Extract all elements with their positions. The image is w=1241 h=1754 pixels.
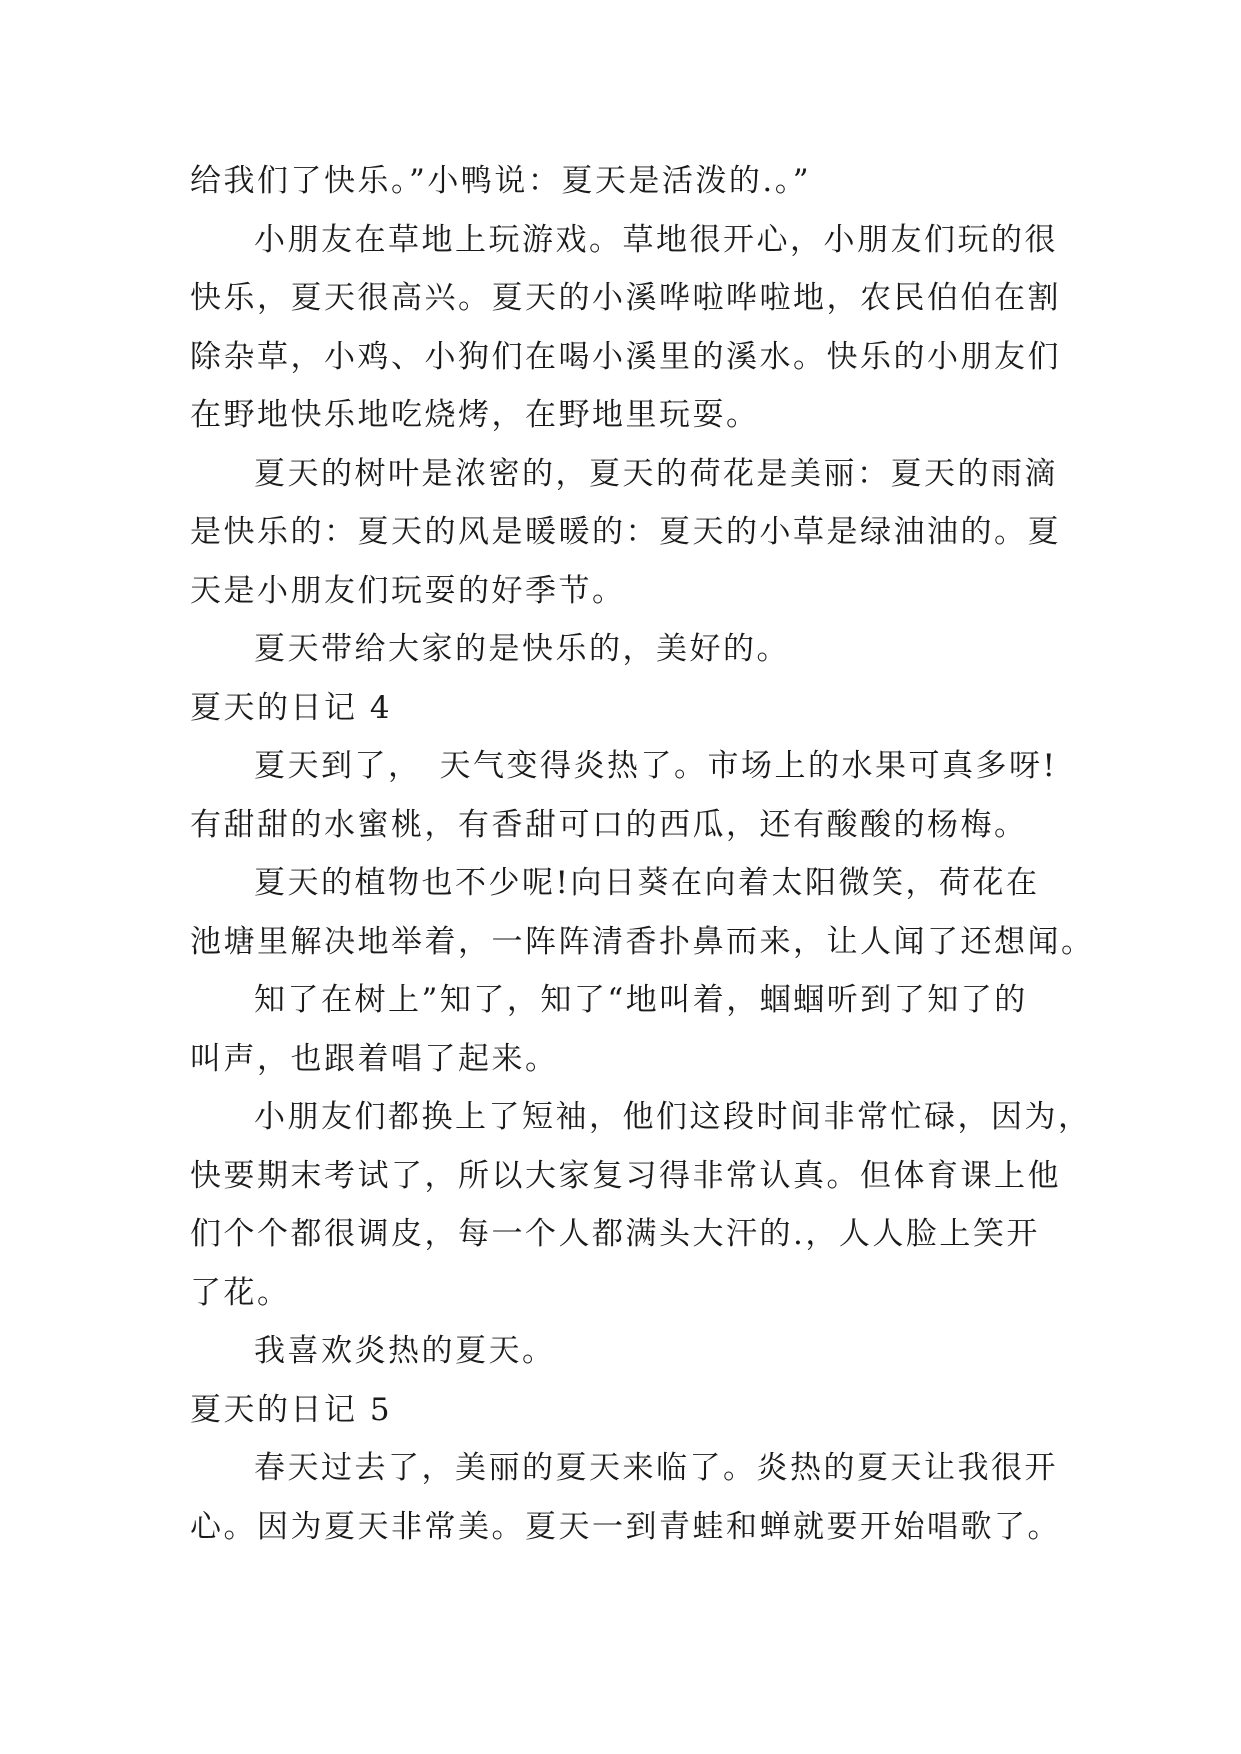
text-line: 有甜甜的水蜜桃，有香甜可口的西瓜，还有酸酸的杨梅。 [190,806,1028,843]
text-line: 小朋友在草地上玩游戏。草地很开心，小朋友们玩的很 [254,221,1058,258]
text-line: 小朋友们都换上了短袖，他们这段时间非常忙碌，因为， [254,1099,1092,1135]
section-heading: 夏天的日记 4 [190,689,393,726]
text-line: 了花。 [190,1274,291,1311]
text-line: 们个个都很调皮，每一个人都满头大汗的.，人人脸上笑开 [190,1216,1040,1252]
text-line: 我喜欢炎热的夏天。 [254,1333,556,1369]
text-line: 快乐，夏天很高兴。夏天的小溪哗啦哗啦地，农民伯伯在割 [190,280,1061,316]
text-line: 知了在树上”知了，知了“地叫着，蝈蝈听到了知了的 [254,982,1028,1018]
section-heading: 夏天的日记 5 [190,1391,393,1428]
text-line: 天是小朋友们玩耍的好季节。 [190,572,626,609]
text-line: 除杂草，小鸡、小狗们在喝小溪里的溪水。快乐的小朋友们 [190,338,1061,375]
text-line: 夏天的植物也不少呢!向日葵在向着太阳微笑，荷花在 [254,865,1040,901]
document-body [190,152,1095,1556]
text-line: 夏天带给大家的是快乐的，美好的。 [254,631,790,667]
text-line: 心。因为夏天非常美。夏天一到青蛙和蝉就要开始唱歌了。 [190,1508,1061,1545]
text-line: 春天过去了，美丽的夏天来临了。炎热的夏天让我很开 [254,1450,1058,1486]
text-line: 夏天到了， 天气变得炎热了。市场上的水果可真多呀! [254,748,1058,784]
text-line: 池塘里解决地举着，一阵阵清香扑鼻而来，让人闻了还想闻。 [190,923,1095,960]
text-line: 是快乐的：夏天的风是暖暖的：夏天的小草是绿油油的。夏 [190,514,1061,550]
text-line: 夏天的树叶是浓密的，夏天的荷花是美丽：夏天的雨滴 [254,455,1058,492]
text-line: 给我们了快乐。”小鸭说：夏天是活泼的.。” [190,163,812,199]
text-line: 快要期末考试了，所以大家复习得非常认真。但体育课上他 [190,1157,1061,1194]
text-line: 在野地快乐地吃烧烤，在野地里玩耍。 [190,397,760,433]
text-line: 叫声，也跟着唱了起来。 [190,1040,559,1077]
